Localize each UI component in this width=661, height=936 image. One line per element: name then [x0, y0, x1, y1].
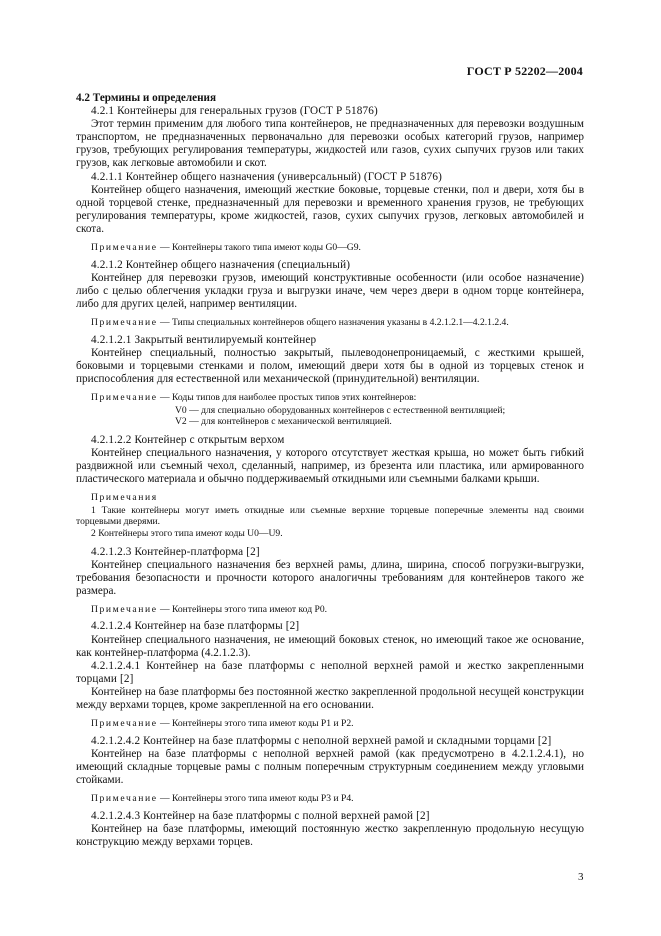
term-4-2-1-1: 4.2.1.1 Контейнер общего назначения (универсальный) (ГОСТ Р 51876) [91, 170, 442, 183]
note-label: Примечание [91, 242, 158, 254]
notes-label: Примечания [91, 492, 158, 504]
notes-4-2-1-2-2 [76, 492, 584, 504]
note-4-2-1-2 [76, 317, 584, 329]
document-code-header: ГОСТ Р 52202—2004 [466, 64, 583, 78]
document-body [76, 92, 584, 849]
paragraph-4-2-1-2-4-1: Контейнер на базе платформы без постоянной жестко закрепленной продольной несущей конструкции между верхами торцев, кроме закрепленной на его основании. [76, 685, 584, 712]
term-4-2-1: 4.2.1 Контейнеры для генеральных грузов (ГОСТ Р 51876) [91, 105, 378, 118]
paragraph-4-2-1-2: Контейнер для перевозки грузов, имеющий конструктивные особенности (или особое назначение) либо с целью облегчения укладки груза и выгрузки иначе, чем через двери в одном торце контейнера, либо для других целей, например вентиляции. [76, 271, 584, 310]
note-label: Примечание [91, 793, 158, 805]
note-text: — Контейнеры такого типа имеют коды G0—G9. [157, 242, 361, 254]
paragraph-4-2-1-2-4-3: Контейнер на базе платформы, имеющий постоянную жестко закрепленную продольную несущую конструкцию между верхами торцев. [76, 822, 584, 848]
paragraph-4-2-1-2-3: Контейнер специального назначения без верхней рамы, длина, ширина, способ погрузки-выгрузки, требования безопасности и прочности которого аналогичны требованиям для контейнеров такого же размера. [76, 558, 584, 597]
note-4-2-1-1 [76, 242, 584, 254]
note-text: — Контейнеры этого типа имеют коды P3 и P4. [157, 793, 354, 805]
note-sub-v0: V0 — для специально оборудованных контейнеров с естественной вентиляцией; [175, 404, 506, 416]
paragraph-4-2-1-2-2: Контейнер специального назначения, у которого отсутствует жесткая крыша, но может быть гибкий раздвижной или съемный чехол, сделанный, например, из брезента или пластика, или армированного пластического материала и обычно поддерживаемый откидными или съемными балками крыши. [76, 446, 584, 486]
note-text: — Коды типов для наиболее простых типов этих контейнеров: [157, 391, 417, 403]
note-item-2: 2 Контейнеры этого типа имеют коды U0—U9. [91, 527, 283, 539]
term-4-2-1-2-2: 4.2.1.2.2 Контейнер с открытым верхом [91, 433, 285, 446]
section-title: 4.2 Термины и определения [76, 92, 217, 104]
term-4-2-1-2-1: 4.2.1.2.1 Закрытый вентилируемый контейнер [91, 333, 317, 346]
paragraph-4-2-1: Этот термин применим для любого типа контейнеров, не предназначенных для перевозки воздушным транспортом, не предназначенных первоначально для перевозки особых категорий грузов, например грузов, требующих регулирования температуры, жидкостей или газов, сухих сыпучих грузов или таких грузов, как легковые автомобили и скот. [76, 118, 584, 170]
term-4-2-1-2-4-3: 4.2.1.2.4.3 Контейнер на базе платформы с полной верхней рамой [2] [91, 809, 430, 822]
note-label: Примечание [91, 391, 158, 403]
note-text: — Типы специальных контейнеров общего назначения указаны в 4.2.1.2.1—4.2.1.2.4. [157, 317, 509, 328]
note-text: — Контейнеры этого типа имеют коды P1 и P2. [157, 718, 354, 730]
term-4-2-1-2: 4.2.1.2 Контейнер общего назначения (специальный) [91, 258, 351, 271]
term-4-2-1-2-4-1: 4.2.1.2.4.1 Контейнер на базе платформы с неполной верхней рамой и жестко закрепленными торцами [2] [76, 659, 584, 685]
note-sub-v2: V2 — для контейнеров с механической вентиляцией. [175, 416, 392, 428]
page-number: 3 [578, 871, 584, 883]
note-item-1: 1 Такие контейнеры могут иметь откидные или съемные верхние торцевые поперечные элементы над своими торцевыми дверями. [76, 504, 584, 528]
note-4-2-1-2-1 [76, 392, 584, 404]
paragraph-4-2-1-1: Контейнер общего назначения, имеющий жесткие боковые, торцевые стенки, пол и двери, хотя бы в одной торцевой стенке, предназначенный для перевозки и временного хранения грузов, не требующих регулирования температуры, кроме жидкостей, газов, сухих сыпучих грузов, легковых автомобилей и скота. [76, 183, 584, 235]
note-4-2-1-2-3 [76, 604, 584, 616]
note-text: — Контейнеры этого типа имеют код P0. [157, 603, 328, 615]
paragraph-4-2-1-2-1: Контейнер специальный, полностью закрытый, пылеводонепроницаемый, с жесткими крышей, боковыми и торцевыми стенками и полом, имеющий двери хотя бы в одной из торцевых стенок и приспособления для естественной или механической (принудительной) вентиляции. [76, 346, 584, 385]
term-4-2-1-2-4-2: 4.2.1.2.4.2 Контейнер на базе платформы с неполной верхней рамой и складными торцами [2] [91, 734, 552, 747]
note-4-2-1-2-4-1 [76, 718, 584, 730]
note-label: Примечание [91, 317, 158, 328]
paragraph-4-2-1-2-4-2: Контейнер на базе платформы с неполной верхней рамой (как предусмотрено в 4.2.1.2.4.1), но имеющий складные торцевые рамы с полным поперечным структурным соединением между угловыми стойками. [76, 747, 584, 786]
note-label: Примечание [91, 718, 158, 730]
note-4-2-1-2-4-2 [76, 793, 584, 805]
term-4-2-1-2-4: 4.2.1.2.4 Контейнер на базе платформы [2] [91, 620, 300, 633]
note-label: Примечание [91, 603, 158, 615]
term-4-2-1-2-3: 4.2.1.2.3 Контейнер-платформа [2] [91, 545, 260, 558]
paragraph-4-2-1-2-4: Контейнер специального назначения, не имеющий боковых стенок, но имеющий такое же основание, как контейнер-платформа (4.2.1.2.3). [76, 633, 584, 659]
